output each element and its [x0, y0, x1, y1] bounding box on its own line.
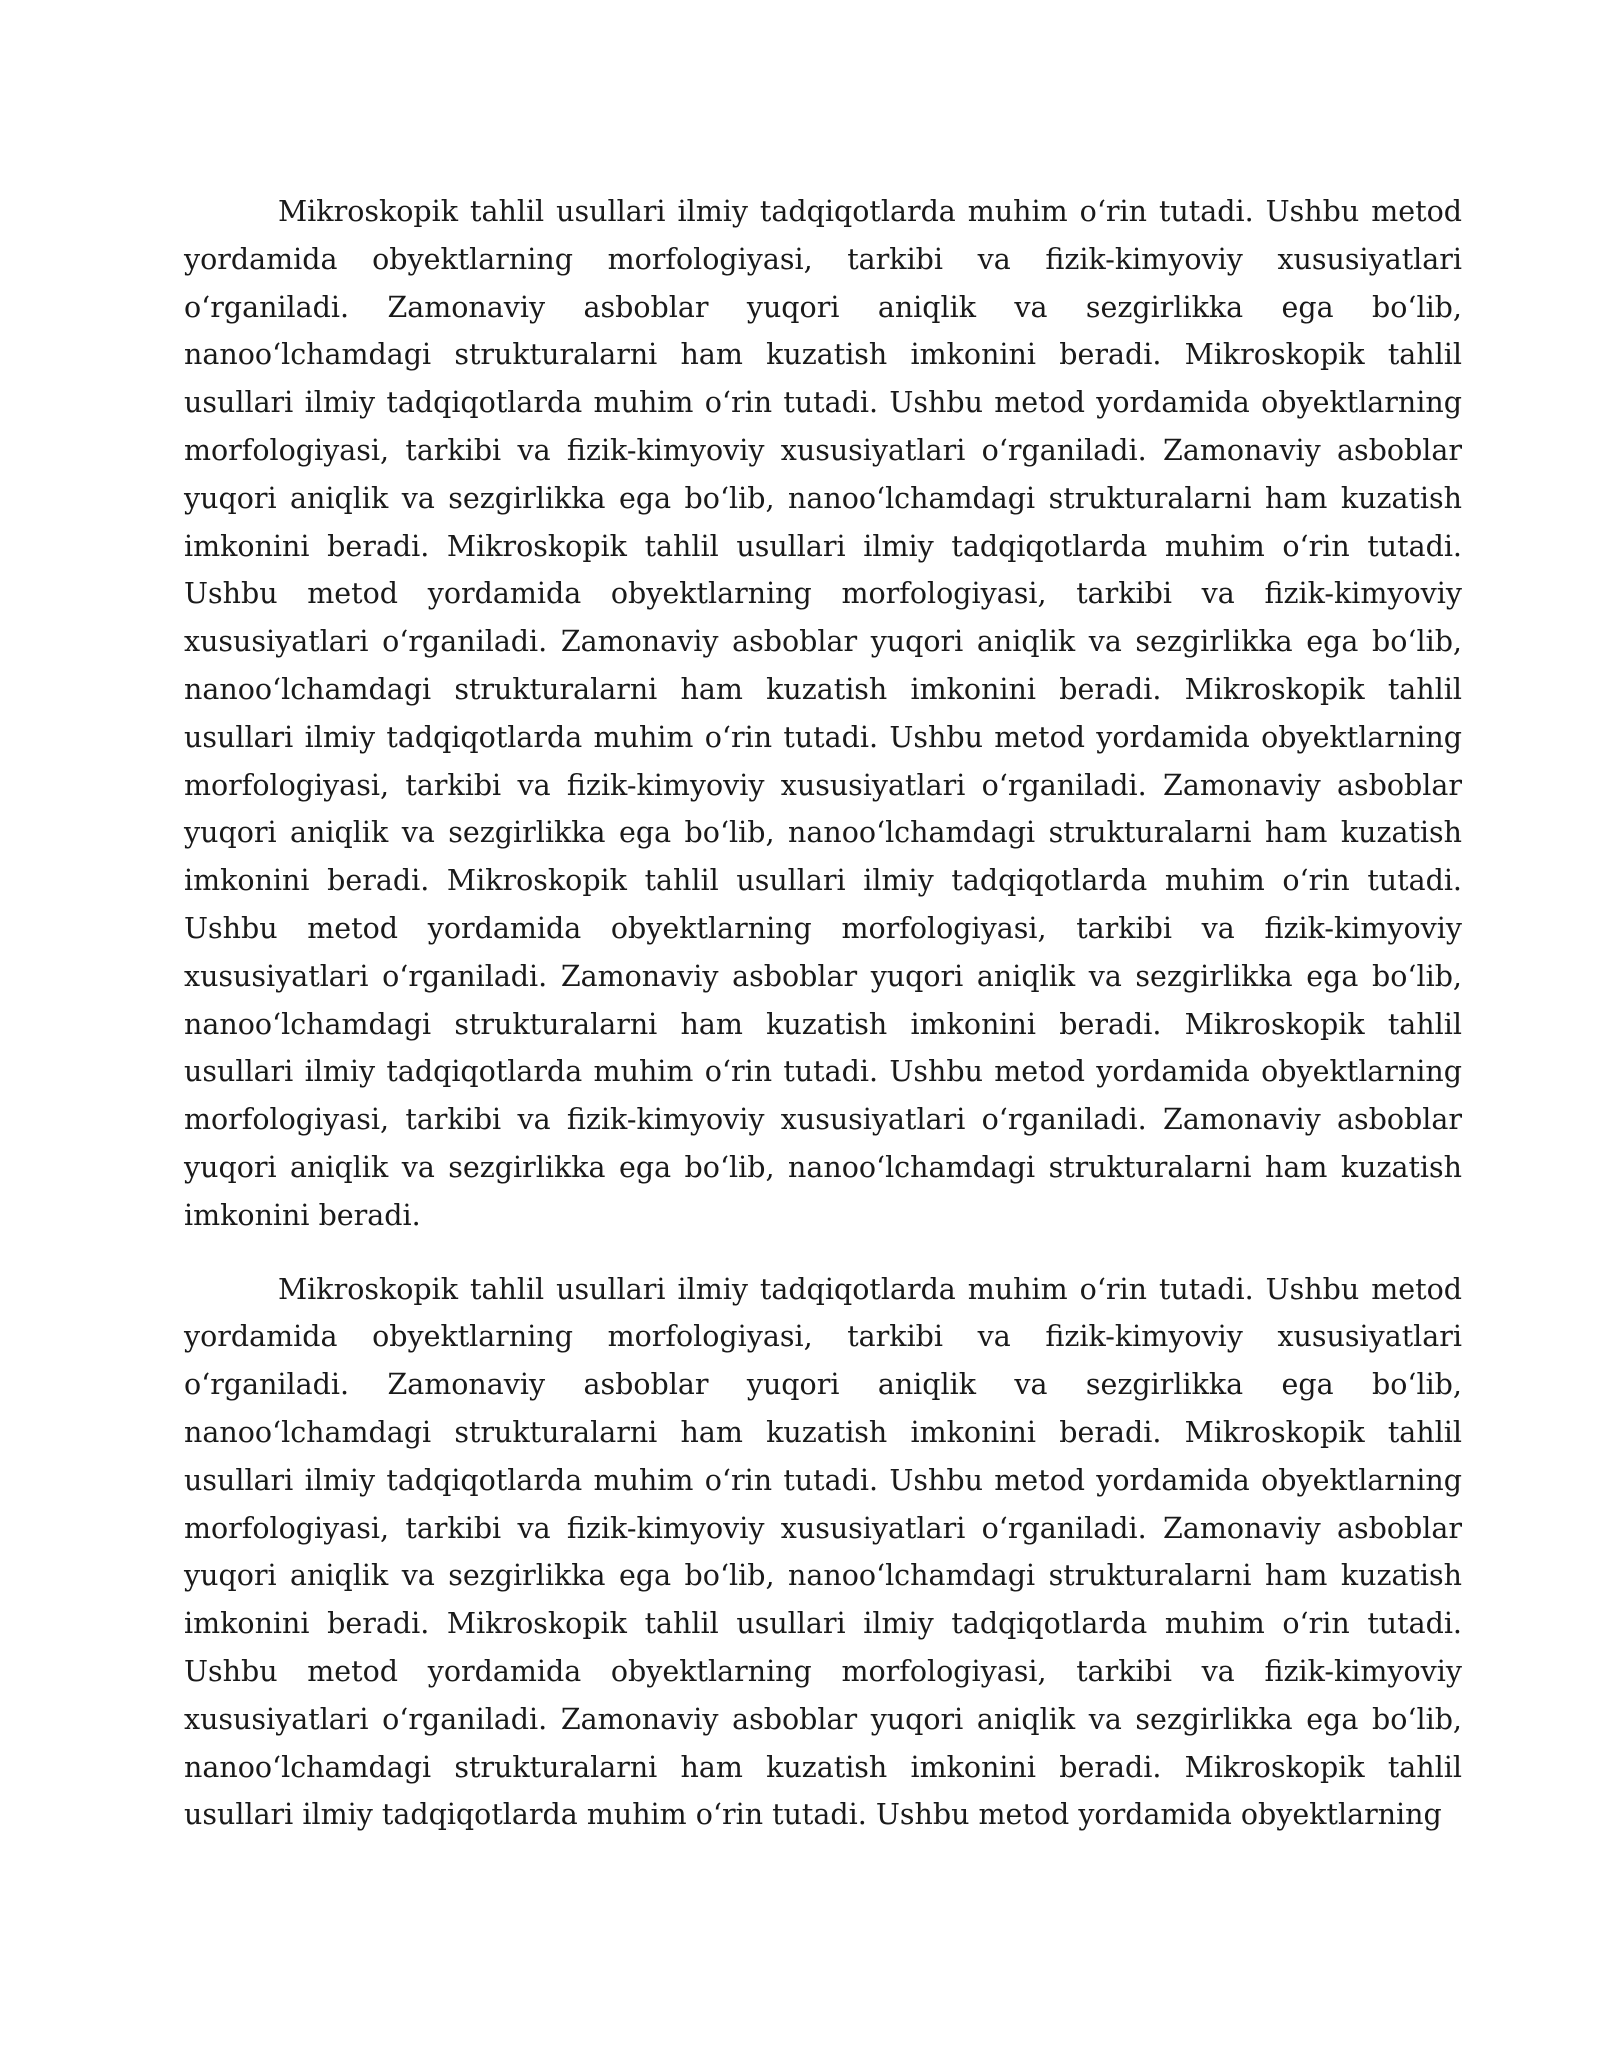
document-body [184, 188, 1462, 1839]
paragraph-2: Mikroskopik tahlil usullari ilmiy tadqiqotlarda muhim o‘rin tutadi. Ushbu metod yordamida obyektlarning morfologiyasi, tarkibi va fizik-kimyoviy xususiyatlari o‘rganiladi. Zamonaviy asboblar yuqori aniqlik va sezgirlikka ega bo‘lib, nanoo‘lchamdagi strukturalarni ham kuzatish imkonini beradi. Mikroskopik tahlil usullari ilmiy tadqiqotlarda muhim o‘rin tutadi. Ushbu metod yordamida obyektlarning morfologiyasi, tarkibi va fizik-kimyoviy xususiyatlari o‘rganiladi. Zamonaviy asboblar yuqori aniqlik va sezgirlikka ega bo‘lib, nanoo‘lchamdagi strukturalarni ham kuzatish imkonini beradi. Mikroskopik tahlil usullari ilmiy tadqiqotlarda muhim o‘rin tutadi. Ushbu metod yordamida obyektlarning morfologiyasi, tarkibi va fizik-kimyoviy xususiyatlari o‘rganiladi. Zamonaviy asboblar yuqori aniqlik va sezgirlikka ega bo‘lib, nanoo‘lchamdagi strukturalarni ham kuzatish imkonini beradi. Mikroskopik tahlil usullari ilmiy tadqiqotlarda muhim o‘rin tutadi. Ushbu metod yordamida obyektlarning [184, 1272, 1462, 1832]
paragraph-1: Mikroskopik tahlil usullari ilmiy tadqiqotlarda muhim o‘rin tutadi. Ushbu metod yordamida obyektlarning morfologiyasi, tarkibi va fizik-kimyoviy xususiyatlari o‘rganiladi. Zamonaviy asboblar yuqori aniqlik va sezgirlikka ega bo‘lib, nanoo‘lchamdagi strukturalarni ham kuzatish imkonini beradi. Mikroskopik tahlil usullari ilmiy tadqiqotlarda muhim o‘rin tutadi. Ushbu metod yordamida obyektlarning morfologiyasi, tarkibi va fizik-kimyoviy xususiyatlari o‘rganiladi. Zamonaviy asboblar yuqori aniqlik va sezgirlikka ega bo‘lib, nanoo‘lchamdagi strukturalarni ham kuzatish imkonini beradi. Mikroskopik tahlil usullari ilmiy tadqiqotlarda muhim o‘rin tutadi. Ushbu metod yordamida obyektlarning morfologiyasi, tarkibi va fizik-kimyoviy xususiyatlari o‘rganiladi. Zamonaviy asboblar yuqori aniqlik va sezgirlikka ega bo‘lib, nanoo‘lchamdagi strukturalarni ham kuzatish imkonini beradi. Mikroskopik tahlil usullari ilmiy tadqiqotlarda muhim o‘rin tutadi. Ushbu metod yordamida obyektlarning morfologiyasi, tarkibi va fizik-kimyoviy xususiyatlari o‘rganiladi. Zamonaviy asboblar yuqori aniqlik va sezgirlikka ega bo‘lib, nanoo‘lchamdagi strukturalarni ham kuzatish imkonini beradi. Mikroskopik tahlil usullari ilmiy tadqiqotlarda muhim o‘rin tutadi. Ushbu metod yordamida obyektlarning morfologiyasi, tarkibi va fizik-kimyoviy xususiyatlari o‘rganiladi. Zamonaviy asboblar yuqori aniqlik va sezgirlikka ega bo‘lib, nanoo‘lchamdagi strukturalarni ham kuzatish imkonini beradi. Mikroskopik tahlil usullari ilmiy tadqiqotlarda muhim o‘rin tutadi. Ushbu metod yordamida obyektlarning morfologiyasi, tarkibi va fizik-kimyoviy xususiyatlari o‘rganiladi. Zamonaviy asboblar yuqori aniqlik va sezgirlikka ega bo‘lib, nanoo‘lchamdagi strukturalarni ham kuzatish imkonini beradi. [184, 195, 1462, 1232]
